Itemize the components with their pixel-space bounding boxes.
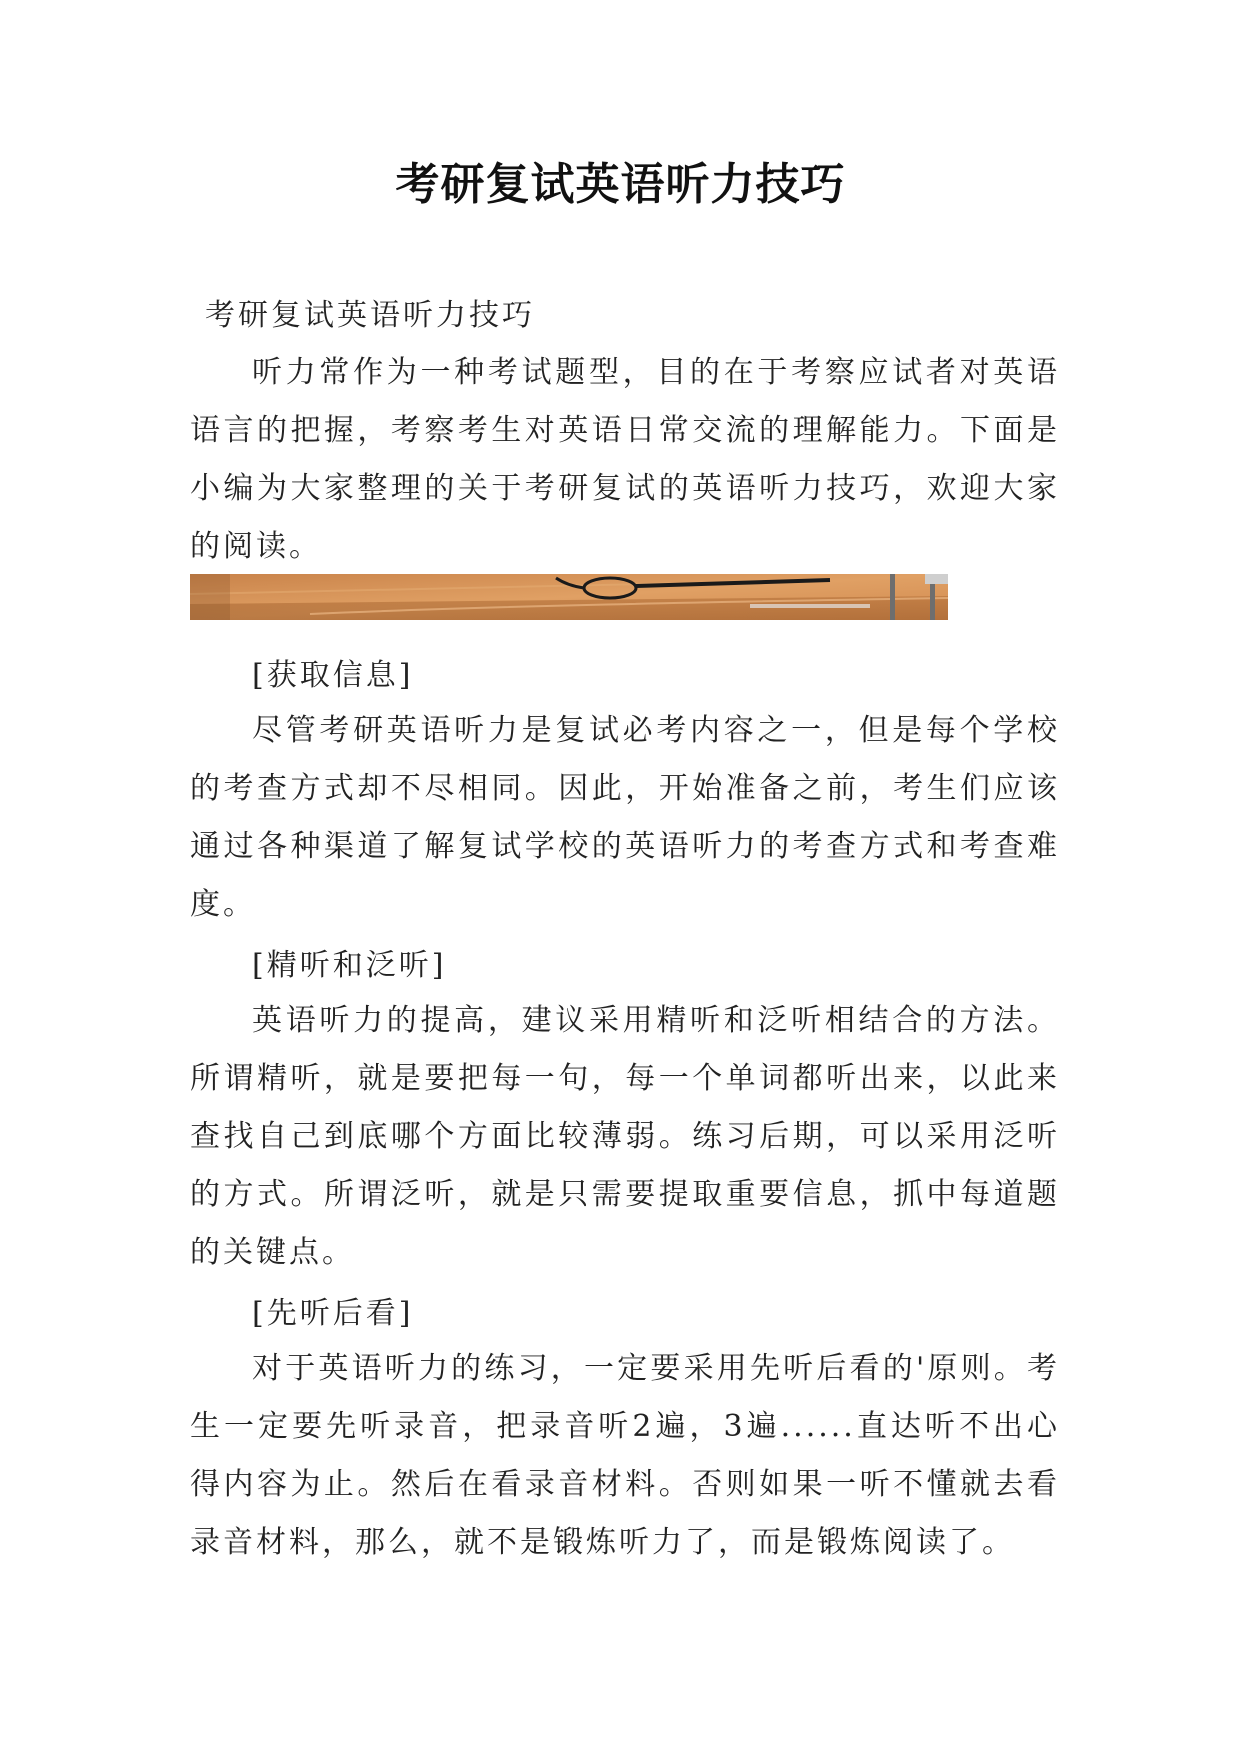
section-paragraph: 英语听力的提高，建议采用精听和泛听相结合的方法。所谓精听，就是要把每一句，每一个单词都听出来，以此来查找自己到底哪个方面比较薄弱。练习后期，可以采用泛听的方式。所谓泛听，就是只需要提取重要信息，抓中每道题的关键点。	[190, 1003, 1060, 1270]
section-paragraph: 对于英语听力的练习，一定要采用先听后看的'原则。考生一定要先听录音，把录音听2遍，3遍......直达听不出心得内容为止。然后在看录音材料。否则如果一听不懂就去看录音材料，那么，就不是锻炼听力了，而是锻炼阅读了。	[190, 1351, 1060, 1560]
section-paragraph: 尽管考研英语听力是复试必考内容之一，但是每个学校的考查方式却不尽相同。因此，开始准备之前，考生们应该通过各种渠道了解复试学校的英语听力的考查方式和考查难度。	[190, 713, 1060, 922]
section-heading: [先听后看]	[252, 1296, 414, 1331]
section-heading: [获取信息]	[252, 658, 414, 693]
document-title: 考研复试英语听力技巧	[395, 159, 846, 210]
document-subtitle: 考研复试英语听力技巧	[205, 298, 535, 333]
desk-with-glasses-photo	[190, 574, 948, 620]
section-heading: [精听和泛听]	[252, 948, 447, 983]
intro-paragraph: 听力常作为一种考试题型，目的在于考察应试者对英语语言的把握，考察考生对英语日常交流的理解能力。下面是小编为大家整理的关于考研复试的英语听力技巧，欢迎大家的阅读。	[190, 355, 1060, 564]
